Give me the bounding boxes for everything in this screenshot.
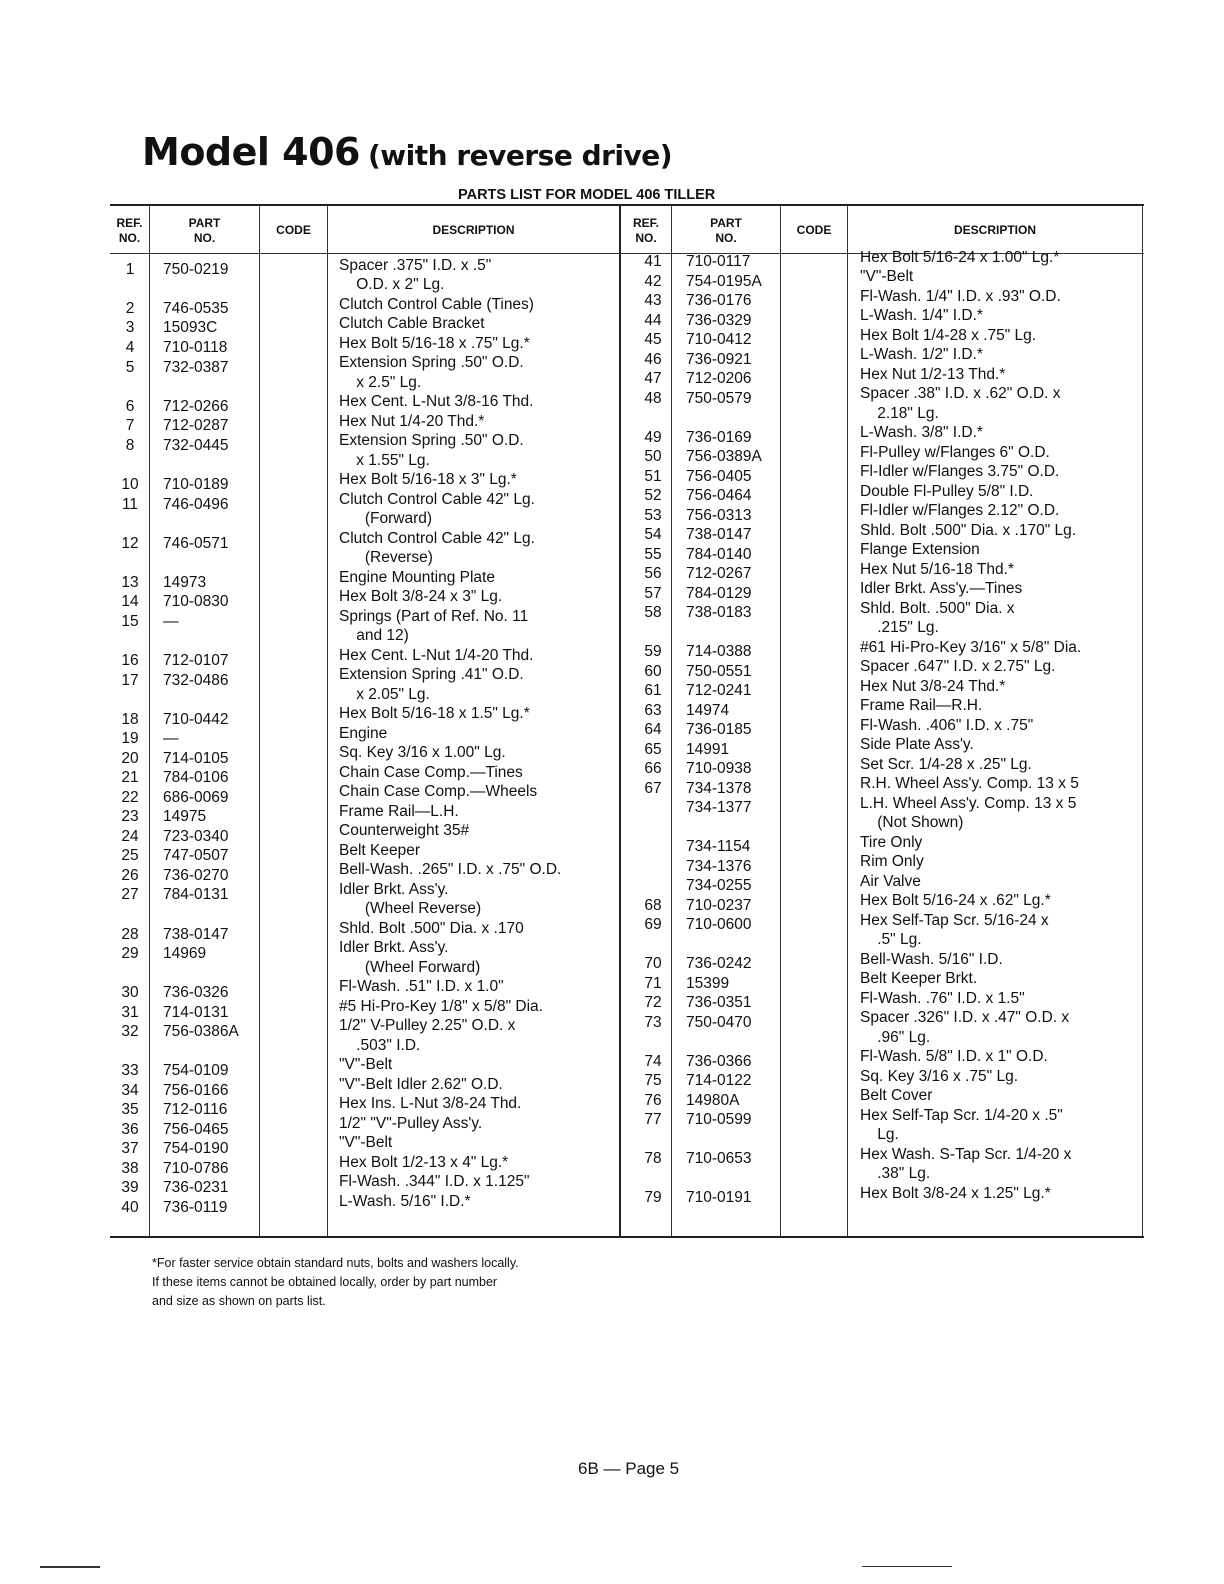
col-divider bbox=[327, 206, 328, 1236]
ref-number: 78 bbox=[644, 1150, 662, 1167]
header-description-label: DESCRIPTION bbox=[432, 223, 515, 237]
part-number: 736-0185 bbox=[686, 721, 752, 738]
part-number: 736-0921 bbox=[686, 351, 752, 368]
ref-number: 35 bbox=[121, 1101, 139, 1118]
part-description: Fl-Wash. .51" I.D. x 1.0" bbox=[339, 978, 504, 995]
part-number: 734-0255 bbox=[686, 877, 752, 894]
part-description: Hex Cent. L-Nut 3/8-16 Thd. bbox=[339, 393, 534, 410]
part-description: .96" Lg. bbox=[860, 1029, 931, 1046]
part-description: Hex Bolt 5/16-24 x 1.00" Lg.* bbox=[860, 249, 1060, 266]
part-description: Rim Only bbox=[860, 853, 924, 870]
part-description: (Forward) bbox=[339, 510, 433, 527]
part-description: Belt Keeper Brkt. bbox=[860, 970, 978, 987]
part-description: Shld. Bolt .500" Dia. x .170" Lg. bbox=[860, 522, 1077, 539]
ref-number: 75 bbox=[644, 1072, 662, 1089]
ref-number: 76 bbox=[644, 1092, 662, 1109]
part-description: Idler Brkt. Ass'y. bbox=[339, 939, 449, 956]
ref-number: 30 bbox=[121, 984, 139, 1001]
part-number: 714-0105 bbox=[163, 750, 229, 767]
part-description: Engine bbox=[339, 725, 388, 742]
ref-number: 5 bbox=[125, 359, 135, 376]
part-description: and 12) bbox=[339, 627, 409, 644]
part-number: 738-0147 bbox=[163, 926, 229, 943]
part-description: Shld. Bolt .500" Dia. x .170 bbox=[339, 920, 524, 937]
col-divider bbox=[259, 206, 260, 1236]
part-number: 734-1378 bbox=[686, 780, 752, 797]
header-description-label: DESCRIPTION bbox=[953, 223, 1036, 237]
part-description: x 1.55" Lg. bbox=[339, 452, 430, 469]
part-number: 714-0131 bbox=[163, 1004, 229, 1021]
footnote-line: *For faster service obtain standard nuts, bolts and washers locally. bbox=[152, 1256, 519, 1270]
title-sub: (with reverse drive) bbox=[367, 139, 673, 172]
part-description: Idler Brkt. Ass'y. bbox=[339, 881, 449, 898]
part-description: Clutch Cable Bracket bbox=[339, 315, 485, 332]
ref-number: 41 bbox=[644, 253, 662, 270]
part-description: "V"-Belt Idler 2.62" O.D. bbox=[339, 1076, 503, 1093]
part-number: 754-0190 bbox=[163, 1140, 229, 1157]
part-number: 756-0465 bbox=[163, 1121, 229, 1138]
part-number: 732-0387 bbox=[163, 359, 229, 376]
ref-number: 19 bbox=[121, 730, 139, 747]
ref-number: 16 bbox=[121, 652, 139, 669]
part-description: Hex Ins. L-Nut 3/8-24 Thd. bbox=[339, 1095, 522, 1112]
ref-number: 65 bbox=[644, 741, 662, 758]
part-number: 14975 bbox=[163, 808, 207, 825]
part-number: 710-0600 bbox=[686, 916, 752, 933]
ref-number: 38 bbox=[121, 1160, 139, 1177]
ref-number: 59 bbox=[644, 643, 662, 660]
part-description: Spacer .375" I.D. x .5" bbox=[339, 257, 492, 274]
ref-number: 12 bbox=[121, 535, 139, 552]
part-description: .5" Lg. bbox=[860, 931, 922, 948]
part-description: Bell-Wash. .265" I.D. x .75" O.D. bbox=[339, 861, 562, 878]
ref-number: 50 bbox=[644, 448, 662, 465]
ref-number: 49 bbox=[644, 429, 662, 446]
part-number: 14991 bbox=[686, 741, 730, 758]
header-code bbox=[260, 208, 327, 253]
part-description: Hex Wash. S-Tap Scr. 1/4-20 x bbox=[860, 1146, 1072, 1163]
part-description: Frame Rail—L.H. bbox=[339, 803, 459, 820]
part-number: 784-0106 bbox=[163, 769, 229, 786]
ref-number: 64 bbox=[644, 721, 662, 738]
part-number: 732-0486 bbox=[163, 672, 229, 689]
ref-number: 52 bbox=[644, 487, 662, 504]
part-description: Fl-Idler w/Flanges 3.75" O.D. bbox=[860, 463, 1060, 480]
ref-number: 54 bbox=[644, 526, 662, 543]
ref-number: 53 bbox=[644, 507, 662, 524]
part-number: 746-0535 bbox=[163, 300, 229, 317]
part-number: — bbox=[163, 730, 179, 747]
part-description: L-Wash. 1/4" I.D.* bbox=[860, 307, 983, 324]
ref-number: 13 bbox=[121, 574, 139, 591]
part-description: Bell-Wash. 5/16" I.D. bbox=[860, 951, 1003, 968]
part-description: #61 Hi-Pro-Key 3/16" x 5/8" Dia. bbox=[860, 639, 1082, 656]
header-ref-label: REF. bbox=[116, 215, 143, 230]
part-description: Chain Case Comp.—Tines bbox=[339, 764, 523, 781]
ref-number: 32 bbox=[121, 1023, 139, 1040]
header-description bbox=[328, 208, 619, 253]
part-number: 734-1154 bbox=[686, 838, 751, 855]
ref-number: 14 bbox=[121, 593, 139, 610]
part-description: Shld. Bolt. .500" Dia. x bbox=[860, 600, 1015, 617]
part-description: x 2.5" Lg. bbox=[339, 374, 422, 391]
part-description: "V"-Belt bbox=[339, 1056, 393, 1073]
col-divider-right bbox=[1142, 206, 1143, 1236]
part-number: 712-0267 bbox=[686, 565, 752, 582]
part-number: 756-0386A bbox=[163, 1023, 239, 1040]
page-title bbox=[142, 130, 672, 174]
ref-number: 28 bbox=[121, 926, 139, 943]
part-number: 712-0107 bbox=[163, 652, 229, 669]
col-divider bbox=[780, 206, 781, 1236]
part-description: Belt Cover bbox=[860, 1087, 933, 1104]
scan-edge-mark bbox=[40, 1566, 100, 1568]
part-description: Set Scr. 1/4-28 x .25" Lg. bbox=[860, 756, 1032, 773]
header-code-label: CODE bbox=[796, 223, 832, 237]
part-description: Spacer .647" I.D. x 2.75" Lg. bbox=[860, 658, 1056, 675]
part-description: 1/2" "V"-Pulley Ass'y. bbox=[339, 1115, 483, 1132]
part-description: L.H. Wheel Ass'y. Comp. 13 x 5 bbox=[860, 795, 1077, 812]
header-ref-label: REF. bbox=[632, 215, 659, 230]
part-description: Hex Self-Tap Scr. 5/16-24 x bbox=[860, 912, 1049, 929]
part-number: 710-0599 bbox=[686, 1111, 752, 1128]
part-description: Fl-Pulley w/Flanges 6" O.D. bbox=[860, 444, 1050, 461]
ref-number: 39 bbox=[121, 1179, 139, 1196]
ref-number: 2 bbox=[125, 300, 135, 317]
part-description: (Not Shown) bbox=[860, 814, 964, 831]
ref-number: 51 bbox=[644, 468, 662, 485]
part-number: 736-0326 bbox=[163, 984, 229, 1001]
ref-number: 79 bbox=[644, 1189, 662, 1206]
ref-number: 15 bbox=[121, 613, 139, 630]
part-description: "V"-Belt bbox=[339, 1134, 393, 1151]
header-code-right bbox=[781, 208, 847, 253]
part-description: Hex Nut 5/16-18 Thd.* bbox=[860, 561, 1014, 578]
ref-number: 1 bbox=[125, 261, 135, 278]
ref-number: 27 bbox=[121, 886, 139, 903]
part-description: Hex Bolt 5/16-18 x .75" Lg.* bbox=[339, 335, 530, 352]
part-number: 710-0412 bbox=[686, 331, 752, 348]
part-description: Hex Nut 1/2-13 Thd.* bbox=[860, 366, 1006, 383]
ref-number: 47 bbox=[644, 370, 662, 387]
ref-number: 68 bbox=[644, 897, 662, 914]
page-number: 6B — Page 5 bbox=[578, 1459, 680, 1478]
part-number: 754-0195A bbox=[686, 273, 762, 290]
part-number: 732-0445 bbox=[163, 437, 229, 454]
part-number: 736-0329 bbox=[686, 312, 752, 329]
table-caption: PARTS LIST FOR MODEL 406 TILLER bbox=[458, 187, 716, 203]
part-description: Hex Bolt 1/4-28 x .75" Lg. bbox=[860, 327, 1037, 344]
part-description: Counterweight 35# bbox=[339, 822, 470, 839]
ref-number: 37 bbox=[121, 1140, 139, 1157]
col-divider-center bbox=[619, 206, 621, 1236]
part-description: O.D. x 2" Lg. bbox=[339, 276, 445, 293]
ref-number: 21 bbox=[121, 769, 139, 786]
part-description: Fl-Wash. .344" I.D. x 1.125" bbox=[339, 1173, 530, 1190]
part-number: 710-0442 bbox=[163, 711, 229, 728]
ref-number: 24 bbox=[121, 828, 139, 845]
part-number: 736-0169 bbox=[686, 429, 752, 446]
part-description: Hex Bolt 1/2-13 x 4" Lg.* bbox=[339, 1154, 509, 1171]
ref-number: 45 bbox=[644, 331, 662, 348]
ref-number: 23 bbox=[121, 808, 139, 825]
part-description: R.H. Wheel Ass'y. Comp. 13 x 5 bbox=[860, 775, 1079, 792]
part-description: L-Wash. 1/2" I.D.* bbox=[860, 346, 983, 363]
part-description: (Reverse) bbox=[339, 549, 433, 566]
part-description: Fl-Wash. 1/4" I.D. x .93" O.D. bbox=[860, 288, 1061, 305]
ref-number: 42 bbox=[644, 273, 662, 290]
ref-number: 61 bbox=[644, 682, 662, 699]
part-description: (Wheel Forward) bbox=[339, 959, 481, 976]
ref-number: 29 bbox=[121, 945, 139, 962]
part-description: Hex Bolt 3/8-24 x 3" Lg. bbox=[339, 588, 503, 605]
part-description: .38" Lg. bbox=[860, 1165, 931, 1182]
part-number: 712-0287 bbox=[163, 417, 229, 434]
part-number: 736-0270 bbox=[163, 867, 229, 884]
part-number: 710-0118 bbox=[163, 339, 228, 356]
part-number: 710-0117 bbox=[686, 253, 751, 270]
ref-number: 7 bbox=[125, 417, 135, 434]
ref-number: 43 bbox=[644, 292, 662, 309]
ref-number: 73 bbox=[644, 1014, 662, 1031]
col-divider bbox=[671, 206, 672, 1236]
ref-number: 58 bbox=[644, 604, 662, 621]
header-part-label: PART bbox=[188, 215, 221, 230]
ref-number: 56 bbox=[644, 565, 662, 582]
header-no-label: NO. bbox=[635, 230, 657, 245]
ref-number: 69 bbox=[644, 916, 662, 933]
part-number: 710-0938 bbox=[686, 760, 752, 777]
part-description: Fl-Wash. .406" I.D. x .75" bbox=[860, 717, 1034, 734]
part-description: Spacer .38" I.D. x .62" O.D. x bbox=[860, 385, 1061, 402]
ref-number: 18 bbox=[121, 711, 139, 728]
ref-number: 71 bbox=[644, 975, 662, 992]
part-description: L-Wash. 5/16" I.D.* bbox=[339, 1193, 471, 1210]
part-description: Clutch Control Cable 42" Lg. bbox=[339, 491, 535, 508]
ref-number: 46 bbox=[644, 351, 662, 368]
part-description: Clutch Control Cable 42" Lg. bbox=[339, 530, 535, 547]
part-description: Idler Brkt. Ass'y.—Tines bbox=[860, 580, 1023, 597]
part-description: x 2.05" Lg. bbox=[339, 686, 430, 703]
part-description: Sq. Key 3/16 x .75" Lg. bbox=[860, 1068, 1019, 1085]
part-description: Hex Cent. L-Nut 1/4-20 Thd. bbox=[339, 647, 534, 664]
part-description: Fl-Idler w/Flanges 2.12" O.D. bbox=[860, 502, 1060, 519]
part-number: 710-0786 bbox=[163, 1160, 229, 1177]
part-description: Hex Bolt 5/16-24 x .62" Lg.* bbox=[860, 892, 1051, 909]
part-description: Hex Bolt 5/16-18 x 1.5" Lg.* bbox=[339, 705, 530, 722]
part-description: Hex Nut 3/8-24 Thd.* bbox=[860, 678, 1006, 695]
part-description: Springs (Part of Ref. No. 11 bbox=[339, 608, 529, 625]
ref-number: 26 bbox=[121, 867, 139, 884]
header-ref-no bbox=[110, 208, 149, 253]
part-number: 736-0242 bbox=[686, 955, 752, 972]
part-number: 756-0464 bbox=[686, 487, 752, 504]
part-description: 2.18" Lg. bbox=[860, 405, 939, 422]
part-number: — bbox=[163, 613, 179, 630]
part-number: 710-0189 bbox=[163, 476, 229, 493]
part-number: 15399 bbox=[686, 975, 730, 992]
part-number: 712-0116 bbox=[163, 1101, 228, 1118]
part-number: 736-0119 bbox=[163, 1199, 228, 1216]
part-description: Extension Spring .50" O.D. bbox=[339, 432, 524, 449]
ref-number: 3 bbox=[125, 319, 135, 336]
ref-number: 25 bbox=[121, 847, 139, 864]
part-number: 15093C bbox=[163, 319, 218, 336]
part-number: 714-0122 bbox=[686, 1072, 752, 1089]
part-number: 734-1376 bbox=[686, 858, 752, 875]
part-number: 747-0507 bbox=[163, 847, 229, 864]
ref-number: 4 bbox=[125, 339, 135, 356]
part-number: 14980A bbox=[686, 1092, 740, 1109]
part-description: Clutch Control Cable (Tines) bbox=[339, 296, 534, 313]
col-divider bbox=[847, 206, 848, 1236]
footnote bbox=[152, 1254, 519, 1311]
part-description: Belt Keeper bbox=[339, 842, 420, 859]
part-number: 756-0313 bbox=[686, 507, 752, 524]
header-code-label: CODE bbox=[276, 223, 311, 237]
part-description: "V"-Belt bbox=[860, 268, 914, 285]
part-description: Hex Self-Tap Scr. 1/4-20 x .5" bbox=[860, 1107, 1063, 1124]
ref-number: 17 bbox=[121, 672, 139, 689]
part-number: 14973 bbox=[163, 574, 207, 591]
part-number: 714-0388 bbox=[686, 643, 752, 660]
header-ref-no-right bbox=[621, 208, 671, 253]
footnote-line: and size as shown on parts list. bbox=[152, 1294, 326, 1308]
part-description: Hex Nut 1/4-20 Thd.* bbox=[339, 413, 485, 430]
part-description: 1/2" V-Pulley 2.25" O.D. x bbox=[339, 1017, 516, 1034]
part-description: Frame Rail—R.H. bbox=[860, 697, 983, 714]
ref-number: 72 bbox=[644, 994, 662, 1011]
ref-number: 44 bbox=[644, 312, 662, 329]
ref-number: 33 bbox=[121, 1062, 139, 1079]
part-description: .503" I.D. bbox=[339, 1037, 421, 1054]
part-number: 734-1377 bbox=[686, 799, 752, 816]
part-description: Extension Spring .41" O.D. bbox=[339, 666, 524, 683]
title-main: Model 406 bbox=[142, 130, 360, 174]
ref-number: 77 bbox=[644, 1111, 662, 1128]
part-description: Tire Only bbox=[860, 834, 923, 851]
part-number: 750-0551 bbox=[686, 663, 752, 680]
part-number: 14969 bbox=[163, 945, 207, 962]
header-no-label: NO. bbox=[118, 230, 141, 245]
ref-number: 70 bbox=[644, 955, 662, 972]
header-no-label: NO. bbox=[193, 230, 216, 245]
part-number: 756-0389A bbox=[686, 448, 762, 465]
part-number: 723-0340 bbox=[163, 828, 229, 845]
part-description: Chain Case Comp.—Wheels bbox=[339, 783, 538, 800]
part-description: Flange Extension bbox=[860, 541, 980, 558]
part-number: 736-0176 bbox=[686, 292, 752, 309]
part-number: 736-0366 bbox=[686, 1053, 752, 1070]
part-number: 712-0241 bbox=[686, 682, 752, 699]
footnote-line: If these items cannot be obtained locally, order by part number bbox=[152, 1275, 498, 1289]
part-number: 750-0579 bbox=[686, 390, 752, 407]
part-description: Hex Bolt 5/16-18 x 3" Lg.* bbox=[339, 471, 517, 488]
ref-number: 60 bbox=[644, 663, 662, 680]
part-description: (Wheel Reverse) bbox=[339, 900, 482, 917]
ref-number: 66 bbox=[644, 760, 662, 777]
header-no-label: NO. bbox=[715, 230, 737, 245]
ref-number: 6 bbox=[125, 398, 135, 415]
ref-number: 57 bbox=[644, 585, 662, 602]
part-number: 756-0166 bbox=[163, 1082, 229, 1099]
col-divider bbox=[149, 206, 150, 1236]
part-description: Air Valve bbox=[860, 873, 921, 890]
part-number: 784-0140 bbox=[686, 546, 752, 563]
ref-number: 8 bbox=[125, 437, 135, 454]
ref-number: 34 bbox=[121, 1082, 139, 1099]
part-number: 756-0405 bbox=[686, 468, 752, 485]
part-number: 736-0351 bbox=[686, 994, 752, 1011]
part-number: 686-0069 bbox=[163, 789, 229, 806]
part-number: 710-0830 bbox=[163, 593, 229, 610]
part-description: Hex Bolt 3/8-24 x 1.25" Lg.* bbox=[860, 1185, 1051, 1202]
ref-number: 31 bbox=[121, 1004, 139, 1021]
ref-number: 10 bbox=[121, 476, 139, 493]
part-number: 738-0183 bbox=[686, 604, 752, 621]
ref-number: 40 bbox=[121, 1199, 139, 1216]
ref-number: 48 bbox=[644, 390, 662, 407]
ref-number: 67 bbox=[644, 780, 662, 797]
part-number: 710-0653 bbox=[686, 1150, 752, 1167]
part-description: Extension Spring .50" O.D. bbox=[339, 354, 524, 371]
header-part-no-right bbox=[672, 208, 780, 253]
part-number: 784-0129 bbox=[686, 585, 752, 602]
part-description: #5 Hi-Pro-Key 1/8" x 5/8" Dia. bbox=[339, 998, 543, 1015]
ref-number: 74 bbox=[644, 1053, 662, 1070]
part-number: 14974 bbox=[686, 702, 730, 719]
part-number: 750-0219 bbox=[163, 261, 229, 278]
part-number: 750-0470 bbox=[686, 1014, 752, 1031]
part-number: 712-0206 bbox=[686, 370, 752, 387]
part-number: 710-0191 bbox=[686, 1189, 752, 1206]
part-number: 736-0231 bbox=[163, 1179, 229, 1196]
part-number: 754-0109 bbox=[163, 1062, 229, 1079]
part-description: Double Fl-Pulley 5/8" I.D. bbox=[860, 483, 1034, 500]
parts-table bbox=[110, 204, 1144, 1238]
part-number: 712-0266 bbox=[163, 398, 229, 415]
part-number: 710-0237 bbox=[686, 897, 752, 914]
part-description: Lg. bbox=[860, 1126, 899, 1143]
part-number: 746-0571 bbox=[163, 535, 229, 552]
ref-number: 55 bbox=[644, 546, 662, 563]
header-part-label: PART bbox=[710, 215, 742, 230]
part-description: Fl-Wash. 5/8" I.D. x 1" O.D. bbox=[860, 1048, 1048, 1065]
part-description: Spacer .326" I.D. x .47" O.D. x bbox=[860, 1009, 1070, 1026]
part-number: 784-0131 bbox=[163, 886, 229, 903]
scan-edge-mark bbox=[862, 1566, 952, 1567]
part-description: Sq. Key 3/16 x 1.00" Lg. bbox=[339, 744, 506, 761]
part-description: .215" Lg. bbox=[860, 619, 939, 636]
ref-number: 20 bbox=[121, 750, 139, 767]
part-number: 738-0147 bbox=[686, 526, 752, 543]
header-part-no bbox=[150, 208, 259, 253]
part-number: 746-0496 bbox=[163, 496, 229, 513]
ref-number: 36 bbox=[121, 1121, 139, 1138]
part-description: Side Plate Ass'y. bbox=[860, 736, 974, 753]
ref-number: 63 bbox=[644, 702, 662, 719]
ref-number: 22 bbox=[121, 789, 139, 806]
part-description: L-Wash. 3/8" I.D.* bbox=[860, 424, 983, 441]
part-description: Engine Mounting Plate bbox=[339, 569, 495, 586]
ref-number: 11 bbox=[121, 496, 139, 513]
header-description-right bbox=[848, 208, 1142, 253]
part-description: Fl-Wash. .76" I.D. x 1.5" bbox=[860, 990, 1025, 1007]
